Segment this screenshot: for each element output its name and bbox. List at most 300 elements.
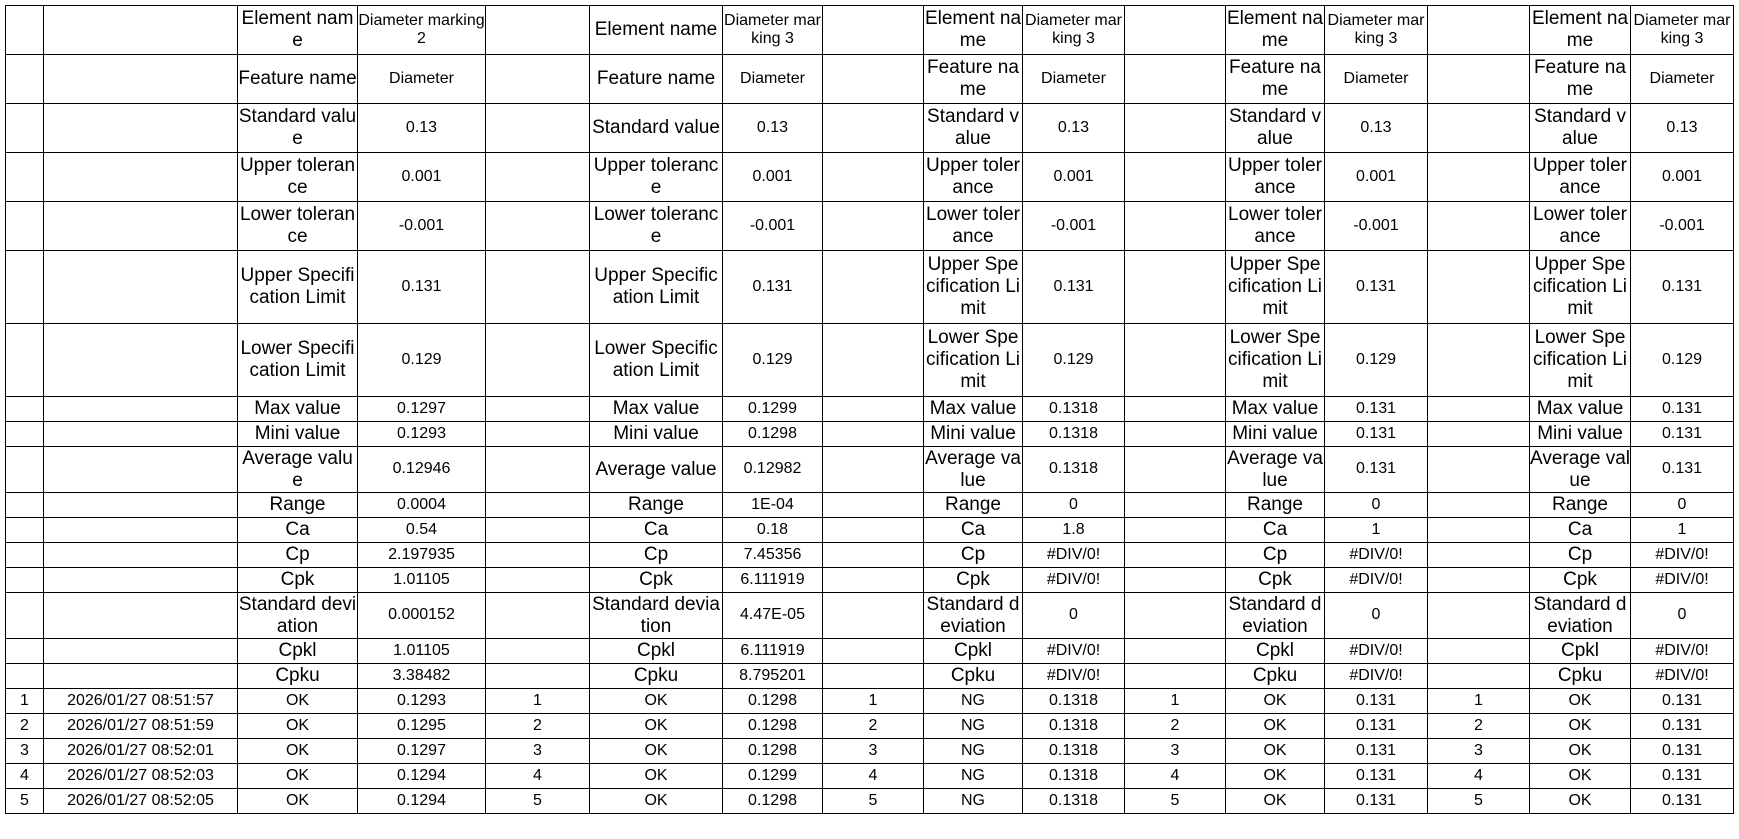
sample-number-cell[interactable]: 2 [1125,714,1226,739]
empty-cell[interactable] [823,324,924,397]
summary-label-cell[interactable]: Cpku [1530,664,1631,689]
summary-label-cell[interactable]: Lower tolerance [924,202,1023,251]
summary-label-cell[interactable]: Upper tolerance [1226,153,1325,202]
judgement-cell[interactable]: OK [590,789,723,814]
empty-cell[interactable] [486,422,590,447]
empty-cell[interactable] [823,664,924,689]
summary-value-cell[interactable]: 0.129 [723,324,823,397]
empty-cell[interactable] [823,397,924,422]
empty-cell[interactable] [44,493,238,518]
summary-value-cell[interactable]: 4.47E-05 [723,593,823,639]
summary-label-cell[interactable]: Max value [590,397,723,422]
empty-cell[interactable] [1428,6,1530,55]
summary-value-cell[interactable]: #DIV/0! [1325,568,1428,593]
summary-value-cell[interactable]: #DIV/0! [1325,664,1428,689]
summary-value-cell[interactable]: 0.000152 [358,593,486,639]
sample-number-cell[interactable]: 4 [1125,764,1226,789]
sample-number-cell[interactable]: 5 [486,789,590,814]
summary-label-cell[interactable]: Cpk [1530,568,1631,593]
empty-cell[interactable] [486,397,590,422]
summary-value-cell[interactable]: 0.131 [1631,397,1734,422]
judgement-cell[interactable]: OK [238,789,358,814]
empty-cell[interactable] [823,6,924,55]
empty-cell[interactable] [486,104,590,153]
judgement-cell[interactable]: OK [1530,689,1631,714]
empty-cell[interactable] [6,55,44,104]
summary-value-cell[interactable]: 0.131 [1631,422,1734,447]
empty-cell[interactable] [1428,202,1530,251]
row-index-cell[interactable]: 1 [6,689,44,714]
summary-value-cell[interactable]: -0.001 [1325,202,1428,251]
summary-value-cell[interactable]: 0.18 [723,518,823,543]
summary-label-cell[interactable]: Element name [1226,6,1325,55]
summary-value-cell[interactable]: 1 [1325,518,1428,543]
measured-value-cell[interactable]: 0.131 [1325,764,1428,789]
summary-value-cell[interactable]: Diameter marking 3 [1023,6,1125,55]
summary-label-cell[interactable]: Element name [238,6,358,55]
summary-label-cell[interactable]: Ca [924,518,1023,543]
summary-value-cell[interactable]: 0.129 [1325,324,1428,397]
summary-value-cell[interactable]: Diameter [1631,55,1734,104]
summary-value-cell[interactable]: 1.01105 [358,568,486,593]
summary-label-cell[interactable]: Lower Specification Limit [924,324,1023,397]
summary-value-cell[interactable]: #DIV/0! [1023,568,1125,593]
summary-value-cell[interactable]: 6.111919 [723,568,823,593]
summary-value-cell[interactable]: 0.1298 [723,422,823,447]
summary-value-cell[interactable]: #DIV/0! [1325,543,1428,568]
measured-value-cell[interactable]: 0.1294 [358,764,486,789]
summary-label-cell[interactable]: Upper tolerance [590,153,723,202]
summary-label-cell[interactable]: Cp [924,543,1023,568]
empty-cell[interactable] [6,543,44,568]
empty-cell[interactable] [1428,568,1530,593]
empty-cell[interactable] [1428,518,1530,543]
summary-label-cell[interactable]: Average value [1227,447,1323,491]
summary-value-cell[interactable]: 0.13 [1631,104,1734,153]
empty-cell[interactable] [1125,202,1226,251]
summary-value-cell[interactable]: 0 [1023,493,1125,518]
empty-cell[interactable] [6,104,44,153]
summary-value-cell[interactable]: Diameter marking 3 [723,6,823,55]
empty-cell[interactable] [44,251,238,324]
empty-cell[interactable] [6,397,44,422]
empty-cell[interactable] [6,324,44,397]
empty-cell[interactable] [1125,447,1226,493]
empty-cell[interactable] [1428,422,1530,447]
summary-label-cell[interactable]: Standard value [238,104,358,153]
summary-value-cell[interactable]: #DIV/0! [1631,664,1734,689]
summary-value-cell[interactable]: 0.131 [1631,447,1734,493]
summary-value-cell[interactable]: 0.001 [1023,153,1125,202]
summary-label-cell[interactable]: Cpkl [238,639,358,664]
sample-number-cell[interactable]: 4 [486,764,590,789]
judgement-cell[interactable]: OK [1226,689,1325,714]
summary-label-cell[interactable]: Max value [238,397,358,422]
empty-cell[interactable] [823,55,924,104]
empty-cell[interactable] [1428,324,1530,397]
judgement-cell[interactable]: OK [590,764,723,789]
empty-cell[interactable] [44,593,238,639]
empty-cell[interactable] [1428,104,1530,153]
empty-cell[interactable] [1125,593,1226,639]
summary-label-cell[interactable]: Average value [925,447,1021,491]
summary-label-cell[interactable]: Feature name [1530,55,1631,104]
sample-number-cell[interactable]: 5 [1428,789,1530,814]
judgement-cell[interactable]: NG [924,764,1023,789]
judgement-cell[interactable]: OK [1226,714,1325,739]
summary-label-cell[interactable]: Ca [238,518,358,543]
judgement-cell[interactable]: OK [590,689,723,714]
empty-cell[interactable] [1125,397,1226,422]
judgement-cell[interactable]: NG [924,789,1023,814]
empty-cell[interactable] [44,55,238,104]
measured-value-cell[interactable]: 0.131 [1325,739,1428,764]
summary-value-cell[interactable]: 0.1299 [723,397,823,422]
summary-label-cell[interactable]: Average value [590,447,723,493]
judgement-cell[interactable]: NG [924,714,1023,739]
sample-number-cell[interactable]: 1 [823,689,924,714]
empty-cell[interactable] [1125,6,1226,55]
summary-value-cell[interactable]: 0.1318 [1023,447,1125,493]
empty-cell[interactable] [1125,543,1226,568]
summary-label-cell[interactable]: Standard deviation [924,593,1023,639]
summary-label-cell[interactable]: Range [924,493,1023,518]
summary-value-cell[interactable]: Diameter marking 3 [1631,6,1734,55]
empty-cell[interactable] [486,55,590,104]
empty-cell[interactable] [1428,397,1530,422]
summary-label-cell[interactable]: Cpku [1226,664,1325,689]
empty-cell[interactable] [1428,251,1530,324]
empty-cell[interactable] [823,543,924,568]
empty-cell[interactable] [823,447,924,493]
summary-value-cell[interactable]: 3.38482 [358,664,486,689]
summary-label-cell[interactable]: Upper tolerance [924,153,1023,202]
summary-value-cell[interactable]: 0.1293 [358,422,486,447]
empty-cell[interactable] [486,202,590,251]
empty-cell[interactable] [44,104,238,153]
summary-label-cell[interactable]: Cpkl [924,639,1023,664]
measured-value-cell[interactable]: 0.1295 [358,714,486,739]
summary-label-cell[interactable]: Mini value [924,422,1023,447]
summary-value-cell[interactable]: 0.13 [723,104,823,153]
measured-value-cell[interactable]: 0.1298 [723,714,823,739]
sample-number-cell[interactable]: 5 [823,789,924,814]
summary-value-cell[interactable]: #DIV/0! [1325,639,1428,664]
summary-label-cell[interactable]: Max value [1530,397,1631,422]
summary-value-cell[interactable]: -0.001 [358,202,486,251]
judgement-cell[interactable]: OK [238,739,358,764]
empty-cell[interactable] [6,639,44,664]
summary-label-cell[interactable]: Mini value [238,422,358,447]
row-index-cell[interactable]: 3 [6,739,44,764]
measured-value-cell[interactable]: 0.1297 [358,739,486,764]
judgement-cell[interactable]: OK [590,714,723,739]
summary-value-cell[interactable]: 0 [1325,493,1428,518]
empty-cell[interactable] [1428,55,1530,104]
sample-number-cell[interactable]: 3 [1428,739,1530,764]
summary-value-cell[interactable]: 0.131 [1325,251,1428,324]
empty-cell[interactable] [486,543,590,568]
measured-value-cell[interactable]: 0.1318 [1023,714,1125,739]
empty-cell[interactable] [1125,251,1226,324]
summary-label-cell[interactable]: Upper Specification Limit [238,251,358,324]
summary-value-cell[interactable]: 0.131 [1325,447,1428,493]
summary-label-cell[interactable]: Cpk [1226,568,1325,593]
measured-value-cell[interactable]: 0.131 [1631,714,1734,739]
summary-value-cell[interactable]: 0.54 [358,518,486,543]
summary-value-cell[interactable]: #DIV/0! [1631,568,1734,593]
empty-cell[interactable] [486,251,590,324]
summary-label-cell[interactable]: Lower tolerance [238,202,358,251]
summary-label-cell[interactable]: Feature name [238,55,358,104]
summary-value-cell[interactable]: 0 [1631,493,1734,518]
row-index-cell[interactable]: 5 [6,789,44,814]
empty-cell[interactable] [44,397,238,422]
summary-label-cell[interactable]: Upper Specification Limit [1530,251,1631,324]
empty-cell[interactable] [44,518,238,543]
measured-value-cell[interactable]: 0.131 [1325,689,1428,714]
summary-label-cell[interactable]: Standard value [590,104,723,153]
empty-cell[interactable] [1428,543,1530,568]
empty-cell[interactable] [44,202,238,251]
summary-value-cell[interactable]: 0.131 [358,251,486,324]
judgement-cell[interactable]: NG [924,739,1023,764]
measured-value-cell[interactable]: 0.131 [1325,789,1428,814]
summary-label-cell[interactable]: Lower Specification Limit [1226,324,1325,397]
sample-number-cell[interactable]: 2 [823,714,924,739]
summary-label-cell[interactable]: Element name [590,6,723,55]
summary-value-cell[interactable]: 0.12946 [358,447,486,493]
timestamp-cell[interactable]: 2026/01/27 08:51:59 [44,714,238,739]
summary-value-cell[interactable]: #DIV/0! [1631,543,1734,568]
summary-label-cell[interactable]: Standard value [1530,104,1631,153]
empty-cell[interactable] [44,543,238,568]
empty-cell[interactable] [1125,518,1226,543]
summary-value-cell[interactable]: 0.13 [1325,104,1428,153]
summary-label-cell[interactable]: Element name [1530,6,1631,55]
empty-cell[interactable] [6,447,44,493]
summary-label-cell[interactable]: Cpku [238,664,358,689]
measured-value-cell[interactable]: 0.131 [1325,714,1428,739]
summary-label-cell[interactable]: Average value [238,447,358,493]
measured-value-cell[interactable]: 0.1318 [1023,764,1125,789]
empty-cell[interactable] [44,6,238,55]
empty-cell[interactable] [44,639,238,664]
empty-cell[interactable] [1125,55,1226,104]
summary-value-cell[interactable]: 0.0004 [358,493,486,518]
summary-label-cell[interactable]: Cpk [924,568,1023,593]
judgement-cell[interactable]: OK [590,739,723,764]
summary-label-cell[interactable]: Ca [1530,518,1631,543]
summary-label-cell[interactable]: Ca [590,518,723,543]
judgement-cell[interactable]: OK [1226,789,1325,814]
summary-label-cell[interactable]: Cpk [238,568,358,593]
summary-label-cell[interactable]: Mini value [590,422,723,447]
empty-cell[interactable] [1125,422,1226,447]
measured-value-cell[interactable]: 0.1299 [723,764,823,789]
empty-cell[interactable] [486,6,590,55]
summary-value-cell[interactable]: Diameter marking 2 [358,6,486,55]
empty-cell[interactable] [6,6,44,55]
summary-value-cell[interactable]: 0.13 [1023,104,1125,153]
sample-number-cell[interactable]: 4 [823,764,924,789]
summary-label-cell[interactable]: Mini value [1226,422,1325,447]
measured-value-cell[interactable]: 0.131 [1631,689,1734,714]
empty-cell[interactable] [44,324,238,397]
summary-value-cell[interactable]: 1 [1631,518,1734,543]
summary-value-cell[interactable]: 1.8 [1023,518,1125,543]
empty-cell[interactable] [486,153,590,202]
sample-number-cell[interactable]: 3 [823,739,924,764]
empty-cell[interactable] [6,568,44,593]
summary-value-cell[interactable]: Diameter [358,55,486,104]
empty-cell[interactable] [1428,593,1530,639]
summary-value-cell[interactable]: 0.131 [1631,251,1734,324]
summary-value-cell[interactable]: 8.795201 [723,664,823,689]
summary-value-cell[interactable]: 0.1318 [1023,397,1125,422]
summary-value-cell[interactable]: 0.129 [1631,324,1734,397]
summary-label-cell[interactable]: Lower tolerance [1226,202,1325,251]
summary-value-cell[interactable]: 1.01105 [358,639,486,664]
summary-label-cell[interactable]: Feature name [590,55,723,104]
summary-value-cell[interactable]: Diameter [1325,55,1428,104]
row-index-cell[interactable]: 4 [6,764,44,789]
empty-cell[interactable] [1125,639,1226,664]
sample-number-cell[interactable]: 5 [1125,789,1226,814]
summary-label-cell[interactable]: Ca [1226,518,1325,543]
summary-value-cell[interactable]: 0.001 [1631,153,1734,202]
judgement-cell[interactable]: OK [238,714,358,739]
judgement-cell[interactable]: OK [1226,739,1325,764]
sample-number-cell[interactable]: 2 [486,714,590,739]
empty-cell[interactable] [486,324,590,397]
summary-label-cell[interactable]: Max value [924,397,1023,422]
summary-label-cell[interactable]: Max value [1226,397,1325,422]
empty-cell[interactable] [6,422,44,447]
summary-value-cell[interactable]: 0.131 [1325,397,1428,422]
summary-label-cell[interactable]: Upper Specification Limit [924,251,1023,324]
summary-value-cell[interactable]: 7.45356 [723,543,823,568]
summary-label-cell[interactable]: Mini value [1530,422,1631,447]
summary-label-cell[interactable]: Range [1226,493,1325,518]
summary-value-cell[interactable]: #DIV/0! [1023,543,1125,568]
summary-label-cell[interactable]: Lower tolerance [1530,202,1631,251]
summary-value-cell[interactable]: 0.1318 [1023,422,1125,447]
empty-cell[interactable] [44,153,238,202]
summary-value-cell[interactable]: #DIV/0! [1023,664,1125,689]
summary-label-cell[interactable]: Cpku [924,664,1023,689]
summary-label-cell[interactable]: Lower Specification Limit [590,324,723,397]
summary-label-cell[interactable]: Standard deviation [1530,593,1631,639]
sample-number-cell[interactable]: 3 [1125,739,1226,764]
empty-cell[interactable] [1428,493,1530,518]
empty-cell[interactable] [44,568,238,593]
summary-value-cell[interactable]: 0 [1023,593,1125,639]
summary-label-cell[interactable]: Average value [1530,447,1630,491]
sample-number-cell[interactable]: 1 [1125,689,1226,714]
empty-cell[interactable] [1125,104,1226,153]
summary-label-cell[interactable]: Cpkl [1226,639,1325,664]
summary-label-cell[interactable]: Range [590,493,723,518]
empty-cell[interactable] [486,639,590,664]
empty-cell[interactable] [486,664,590,689]
summary-label-cell[interactable]: Cp [1530,543,1631,568]
empty-cell[interactable] [1428,153,1530,202]
measured-value-cell[interactable]: 0.1293 [358,689,486,714]
summary-label-cell[interactable]: Lower Specification Limit [238,324,358,397]
empty-cell[interactable] [6,493,44,518]
summary-label-cell[interactable]: Standard deviation [238,593,357,637]
empty-cell[interactable] [1125,153,1226,202]
empty-cell[interactable] [486,518,590,543]
summary-value-cell[interactable]: 0.12982 [723,447,823,493]
empty-cell[interactable] [823,202,924,251]
judgement-cell[interactable]: OK [238,764,358,789]
measured-value-cell[interactable]: 0.1298 [723,689,823,714]
summary-value-cell[interactable]: -0.001 [1631,202,1734,251]
measured-value-cell[interactable]: 0.131 [1631,764,1734,789]
empty-cell[interactable] [1125,664,1226,689]
empty-cell[interactable] [823,153,924,202]
summary-value-cell[interactable]: -0.001 [1023,202,1125,251]
summary-value-cell[interactable]: Diameter marking 3 [1325,6,1428,55]
judgement-cell[interactable]: OK [1530,714,1631,739]
empty-cell[interactable] [823,493,924,518]
measured-value-cell[interactable]: 0.1294 [358,789,486,814]
timestamp-cell[interactable]: 2026/01/27 08:52:03 [44,764,238,789]
empty-cell[interactable] [1125,568,1226,593]
summary-value-cell[interactable]: 0 [1325,593,1428,639]
sample-number-cell[interactable]: 4 [1428,764,1530,789]
timestamp-cell[interactable]: 2026/01/27 08:51:57 [44,689,238,714]
summary-label-cell[interactable]: Upper tolerance [238,153,358,202]
empty-cell[interactable] [823,104,924,153]
empty-cell[interactable] [44,447,238,493]
empty-cell[interactable] [1428,664,1530,689]
measured-value-cell[interactable]: 0.1298 [723,739,823,764]
summary-label-cell[interactable]: Cpkl [1530,639,1631,664]
empty-cell[interactable] [44,422,238,447]
summary-value-cell[interactable]: #DIV/0! [1631,639,1734,664]
measured-value-cell[interactable]: 0.131 [1631,789,1734,814]
summary-value-cell[interactable]: 0 [1631,593,1734,639]
empty-cell[interactable] [823,518,924,543]
measured-value-cell[interactable]: 0.131 [1631,739,1734,764]
empty-cell[interactable] [486,593,590,639]
summary-value-cell[interactable]: Diameter [1023,55,1125,104]
empty-cell[interactable] [823,593,924,639]
summary-value-cell[interactable]: 0.129 [1023,324,1125,397]
empty-cell[interactable] [6,664,44,689]
sample-number-cell[interactable]: 1 [1428,689,1530,714]
summary-label-cell[interactable]: Lower tolerance [590,202,723,251]
empty-cell[interactable] [6,251,44,324]
measured-value-cell[interactable]: 0.1318 [1023,739,1125,764]
empty-cell[interactable] [6,202,44,251]
empty-cell[interactable] [823,568,924,593]
sample-number-cell[interactable]: 1 [486,689,590,714]
empty-cell[interactable] [486,568,590,593]
summary-label-cell[interactable]: Feature name [924,55,1023,104]
summary-value-cell[interactable]: #DIV/0! [1023,639,1125,664]
summary-label-cell[interactable]: Upper Specification Limit [590,251,723,324]
measured-value-cell[interactable]: 0.1318 [1023,789,1125,814]
summary-label-cell[interactable]: Lower Specification Limit [1530,324,1631,397]
judgement-cell[interactable]: NG [924,689,1023,714]
sample-number-cell[interactable]: 3 [486,739,590,764]
summary-value-cell[interactable]: Diameter [723,55,823,104]
summary-value-cell[interactable]: 0.131 [723,251,823,324]
